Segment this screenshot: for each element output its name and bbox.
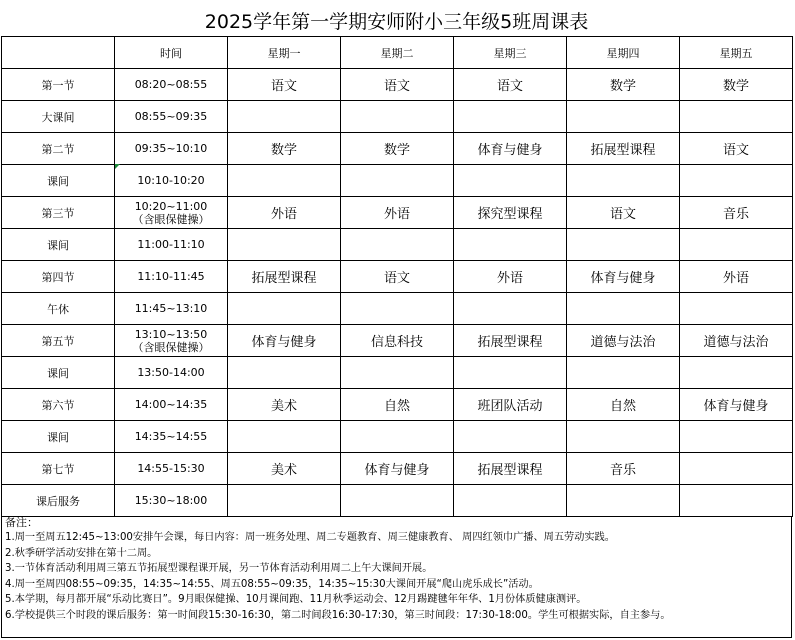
subject-cell: 拓展型课程 <box>567 133 680 165</box>
notes-heading: 备注： <box>5 516 38 529</box>
subject-cell <box>454 229 567 261</box>
table-row <box>2 485 793 517</box>
time-cell <box>115 389 228 421</box>
subject-cell <box>680 229 793 261</box>
time-range: 08:55~09:35 <box>134 110 208 123</box>
time-cell <box>115 165 228 197</box>
time-range: 11:00-11:10 <box>137 238 205 251</box>
table-row <box>2 453 793 485</box>
notes-section <box>1 516 792 638</box>
subject-cell: 语文 <box>680 133 793 165</box>
subject-cell <box>228 421 341 453</box>
subject-cell: 外语 <box>680 261 793 293</box>
subject-cell: 道德与法治 <box>680 325 793 357</box>
period-label: 第五节 <box>2 325 115 357</box>
subject-cell <box>454 421 567 453</box>
subject-cell <box>680 101 793 133</box>
subject-cell: 探究型课程 <box>454 197 567 229</box>
time-range: 14:55-15:30 <box>137 462 205 475</box>
subject-cell <box>228 229 341 261</box>
subject-cell <box>341 229 454 261</box>
table-row <box>2 69 793 101</box>
subject-cell <box>680 453 793 485</box>
subject-cell <box>454 293 567 325</box>
subject-cell: 体育与健身 <box>454 133 567 165</box>
subject-cell: 体育与健身 <box>228 325 341 357</box>
subject-cell <box>567 101 680 133</box>
subject-cell: 语文 <box>567 197 680 229</box>
cell-comment-marker <box>115 164 120 169</box>
time-note: （含眼保健操） <box>132 340 210 354</box>
time-cell <box>115 197 228 229</box>
subject-cell: 音乐 <box>680 197 793 229</box>
time-header: 时间 <box>115 37 228 69</box>
period-label: 课间 <box>2 165 115 197</box>
subject-cell: 外语 <box>228 197 341 229</box>
time-range: 11:10-11:45 <box>137 270 205 283</box>
subject-cell: 体育与健身 <box>341 453 454 485</box>
time-cell <box>115 229 228 261</box>
subject-cell: 语文 <box>228 69 341 101</box>
time-cell <box>115 453 228 485</box>
note-line: 1.周一至周五12:45~13:00安排午会课，每日内容：周一班务处理、周二专题教育、周三健康教育、 周四红领巾广播、周五劳动实践。 <box>5 532 615 543</box>
table-row <box>2 325 793 357</box>
subject-cell <box>454 165 567 197</box>
day-header-mon: 星期一 <box>228 37 341 69</box>
subject-cell <box>454 101 567 133</box>
subject-cell: 拓展型课程 <box>454 453 567 485</box>
period-label: 大课间 <box>2 101 115 133</box>
time-cell <box>115 421 228 453</box>
subject-cell: 语文 <box>454 69 567 101</box>
day-header-tue: 星期二 <box>341 37 454 69</box>
subject-cell: 体育与健身 <box>680 389 793 421</box>
subject-cell <box>680 357 793 389</box>
subject-cell: 体育与健身 <box>567 261 680 293</box>
time-range: 14:35~14:55 <box>134 430 208 443</box>
note-line: 2.秋季研学活动安排在第十二周。 <box>5 547 158 559</box>
subject-cell <box>341 357 454 389</box>
subject-cell: 拓展型课程 <box>454 325 567 357</box>
table-row <box>2 389 793 421</box>
period-label: 第六节 <box>2 389 115 421</box>
subject-cell: 外语 <box>454 261 567 293</box>
table-row <box>2 133 793 165</box>
time-cell <box>115 325 228 357</box>
subject-cell <box>341 421 454 453</box>
period-label: 课间 <box>2 421 115 453</box>
subject-cell <box>680 293 793 325</box>
subject-cell: 数学 <box>680 69 793 101</box>
time-range: 08:20~08:55 <box>134 78 208 91</box>
time-note: （含眼保健操） <box>132 212 210 226</box>
subject-cell: 拓展型课程 <box>228 261 341 293</box>
subject-cell <box>567 357 680 389</box>
subject-cell <box>567 165 680 197</box>
subject-cell <box>228 101 341 133</box>
subject-cell: 自然 <box>341 389 454 421</box>
day-header-wed: 星期三 <box>454 37 567 69</box>
period-label: 第四节 <box>2 261 115 293</box>
corner-cell <box>2 37 115 69</box>
day-header-thu: 星期四 <box>567 37 680 69</box>
period-label: 午休 <box>2 293 115 325</box>
subject-cell <box>341 165 454 197</box>
subject-cell <box>228 293 341 325</box>
subject-cell: 语文 <box>341 261 454 293</box>
time-range: 13:50-14:00 <box>137 366 205 379</box>
subject-cell <box>228 357 341 389</box>
time-range: 10:20~11:00 <box>134 199 208 213</box>
subject-cell: 数学 <box>567 69 680 101</box>
table-row <box>2 197 793 229</box>
period-label: 第七节 <box>2 453 115 485</box>
time-range: 13:10~13:50 <box>134 327 208 341</box>
time-cell <box>115 69 228 101</box>
subject-cell <box>454 485 567 517</box>
note-line: 6.学校提供三个时段的课后服务：第一时间段15:30-16:30，第二时间段16:30-17:30，第三时间段：17:30-18:00。学生可根据实际，自主参与。 <box>5 609 671 621</box>
period-label: 课间 <box>2 357 115 389</box>
table-row <box>2 261 793 293</box>
subject-cell <box>567 485 680 517</box>
subject-cell <box>228 165 341 197</box>
period-label: 第二节 <box>2 133 115 165</box>
header-row <box>2 37 793 69</box>
table-row <box>2 165 793 197</box>
page-title: 2025学年第一学期安师附小三年级5班周课表 <box>204 10 589 33</box>
subject-cell: 数学 <box>341 133 454 165</box>
time-range: 10:10-10:20 <box>137 174 205 187</box>
subject-cell: 自然 <box>567 389 680 421</box>
subject-cell <box>567 421 680 453</box>
subject-cell: 美术 <box>228 453 341 485</box>
subject-cell <box>228 485 341 517</box>
subject-cell <box>341 485 454 517</box>
subject-cell: 语文 <box>341 69 454 101</box>
period-label: 课后服务 <box>2 485 115 517</box>
note-line: 4.周一至周四08:55~09:35，14:35~14:55、周五08:55~09:35，14:35~15:30大课间开展“爬山虎乐成长”活动。 <box>5 578 539 590</box>
time-cell <box>115 101 228 133</box>
time-range: 11:45~13:10 <box>134 302 208 315</box>
time-cell <box>115 293 228 325</box>
subject-cell: 道德与法治 <box>567 325 680 357</box>
table-row <box>2 293 793 325</box>
subject-cell: 班团队活动 <box>454 389 567 421</box>
subject-cell <box>341 293 454 325</box>
time-range: 15:30~18:00 <box>134 494 208 507</box>
subject-cell: 信息科技 <box>341 325 454 357</box>
subject-cell <box>680 485 793 517</box>
table-row <box>2 357 793 389</box>
timetable-grid <box>1 36 793 517</box>
subject-cell <box>567 293 680 325</box>
note-line: 3.一节体育活动利用周三第五节拓展型课程课开展，另一节体育活动利用周二上午大课间开展。 <box>5 563 433 575</box>
period-label: 第三节 <box>2 197 115 229</box>
subject-cell: 音乐 <box>567 453 680 485</box>
subject-cell <box>454 357 567 389</box>
table-row <box>2 229 793 261</box>
subject-cell: 数学 <box>228 133 341 165</box>
subject-cell <box>567 229 680 261</box>
time-cell <box>115 261 228 293</box>
subject-cell <box>680 421 793 453</box>
time-cell <box>115 133 228 165</box>
time-cell <box>115 485 228 517</box>
subject-cell <box>341 101 454 133</box>
day-header-fri: 星期五 <box>680 37 793 69</box>
subject-cell: 美术 <box>228 389 341 421</box>
time-range: 09:35~10:10 <box>134 142 208 155</box>
subject-cell: 外语 <box>341 197 454 229</box>
time-range: 14:00~14:35 <box>134 398 208 411</box>
period-label: 第一节 <box>2 69 115 101</box>
table-row <box>2 101 793 133</box>
subject-cell <box>680 165 793 197</box>
table-row <box>2 421 793 453</box>
time-cell <box>115 357 228 389</box>
period-label: 课间 <box>2 229 115 261</box>
note-line: 5.本学期，每月都开展“乐动比赛日”。9月眼保健操、10月课间跑、11月秋季运动会、12月踢踺毽年年华、1月份体质健康测评。 <box>5 594 587 606</box>
